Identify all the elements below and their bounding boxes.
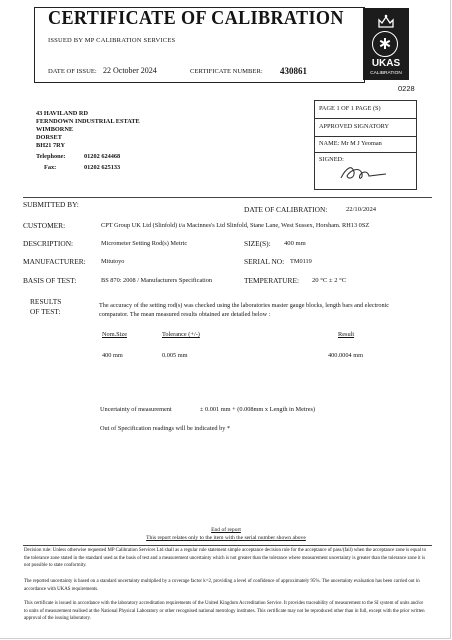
size-value: 400 mm bbox=[284, 240, 306, 247]
signatory-box-divider bbox=[314, 118, 417, 119]
fax-number: 01202 625133 bbox=[84, 164, 121, 171]
basis-of-test-label: BASIS OF TEST: bbox=[23, 276, 77, 285]
date-of-issue-label: DATE OF ISSUE: bbox=[48, 68, 97, 75]
uncertainty-statement: The reported uncertainty is based on a standard uncertainty multiplied by a coverage factor k=2, providing a level of confidence of approximately 95%. The uncertainty evaluation has been carried out in accordance with UKAS requirements. bbox=[24, 579, 420, 592]
telephone-label: Telephone: bbox=[36, 153, 66, 160]
customer-value: CPT Group UK Ltd (Slinfold) t/a Macinnes's Ltd Slinfold, Stane Lane, West Sussex, Horsham. RH13 0SZ bbox=[101, 222, 370, 229]
section-divider bbox=[23, 197, 432, 198]
approved-signatory-label: APPROVED SIGNATORY bbox=[319, 123, 390, 130]
ukas-lab-number: 0228 bbox=[398, 84, 415, 93]
decision-rule-text: Decision rule: Unless otherwise requested MP Calibration Services Ltd shall as a regular rule statement simple acceptance decision rule for the acceptance of pass/(fail) when the acceptance zone is equal to the tolerance zone stated in the standard used as the basis of test and a measurement uncertainty which is not greater than the tolerance where measurement uncertainty is greater than the tolerance zone it is not possible to state conformity. bbox=[24, 548, 427, 569]
address-line: FERNDOWN INDUSTRIAL ESTATE bbox=[36, 118, 140, 125]
table-cell-result: 400.0004 mm bbox=[328, 352, 363, 359]
uniqueness-note: This report relates only to the item with the serial number shown above bbox=[146, 535, 306, 541]
page-count: PAGE 1 OF 1 PAGE (S) bbox=[319, 105, 381, 112]
column-header-tolerance: Tolerance (+/-) bbox=[162, 331, 200, 338]
signatory-box-divider bbox=[314, 152, 417, 153]
ukas-tick-emblem-icon bbox=[372, 31, 398, 57]
signed-label: SIGNED: bbox=[319, 156, 344, 163]
date-of-calibration-label: DATE OF CALIBRATION: bbox=[244, 205, 328, 214]
date-of-calibration: 22/10/2024 bbox=[346, 206, 377, 213]
customer-label: CUSTOMER: bbox=[23, 221, 66, 230]
temperature-value: 20 °C ± 2 °C bbox=[312, 277, 347, 284]
address-line: 43 HAVILAND RD bbox=[36, 110, 89, 117]
telephone-number: 01202 624468 bbox=[84, 153, 121, 160]
description-value: Micrometer Setting Rod(s) Metric bbox=[101, 240, 188, 247]
uncertainty-label: Uncertainty of measurement bbox=[100, 406, 172, 413]
certificate-number-label: CERTIFICATE NUMBER: bbox=[190, 68, 263, 75]
serial-value: TM0119 bbox=[290, 258, 312, 265]
fax-label: Fax: bbox=[44, 164, 57, 171]
column-header-result: Result bbox=[338, 331, 355, 338]
uncertainty-value: ± 0.001 mm + (0.008mm x Length in Metres) bbox=[200, 406, 316, 413]
traceability-statement: This certificate is issued in accordance with the laboratory accreditation requirements of the United Kingdom Accreditation Service. It provides traceability of measurement to the SI system of units and/or to units of measurement realised at the National Physical Laboratory or other recognised national metrology institutes. This certificate may not be reproduced other than in full, except with the prior written approval of the issuing laboratory. bbox=[24, 601, 425, 622]
crown-icon bbox=[377, 14, 395, 29]
ukas-logo-subtext: CALIBRATION bbox=[370, 71, 402, 76]
results-paragraph: The accuracy of the setting rod(s) was checked using the laboratories master gauge blocks, length bars and electronic comparator. The mean measured results obtained are detailed below : bbox=[99, 302, 390, 318]
table-cell-tolerance: 0.005 mm bbox=[162, 352, 188, 359]
footer-divider bbox=[23, 545, 432, 546]
date-of-issue: 22 October 2024 bbox=[103, 66, 157, 75]
column-header-nom-size: Nom.Size bbox=[102, 331, 128, 338]
signatory-box-divider bbox=[314, 136, 417, 137]
ukas-logo-text: UKAS bbox=[371, 58, 401, 69]
serial-label: SERIAL NO: bbox=[244, 257, 285, 266]
table-cell-nom-size: 400 mm bbox=[102, 352, 123, 359]
signature-image bbox=[338, 160, 390, 184]
basis-of-test-value: BS 870: 2008 / Manufacturers Specification bbox=[101, 277, 213, 284]
description-label: DESCRIPTION: bbox=[23, 239, 74, 248]
address-line: DORSET bbox=[36, 134, 62, 141]
temperature-label: TEMPERATURE: bbox=[244, 276, 300, 285]
results-label: RESULTS bbox=[30, 297, 62, 306]
results-label: OF TEST: bbox=[30, 307, 61, 316]
certificate-number: 430861 bbox=[280, 66, 307, 76]
address-line: BH21 7RY bbox=[36, 142, 65, 149]
issued-by: ISSUED BY MP CALIBRATION SERVICES bbox=[48, 37, 176, 44]
submitted-by-label: SUBMITTED BY: bbox=[23, 200, 79, 209]
manufacturer-label: MANUFACTURER: bbox=[23, 257, 86, 266]
out-of-spec-note: Out of Specification readings will be indicated by * bbox=[100, 425, 231, 432]
address-line: WIMBORNE bbox=[36, 126, 74, 133]
end-of-report: End of report bbox=[211, 527, 241, 533]
size-label: SIZE(S): bbox=[244, 239, 271, 248]
manufacturer-value: Mitutoyo bbox=[101, 258, 125, 265]
signatory-name: NAME: Mr M J Yeoman bbox=[319, 140, 382, 147]
certificate-title: CERTIFICATE OF CALIBRATION bbox=[48, 8, 344, 29]
